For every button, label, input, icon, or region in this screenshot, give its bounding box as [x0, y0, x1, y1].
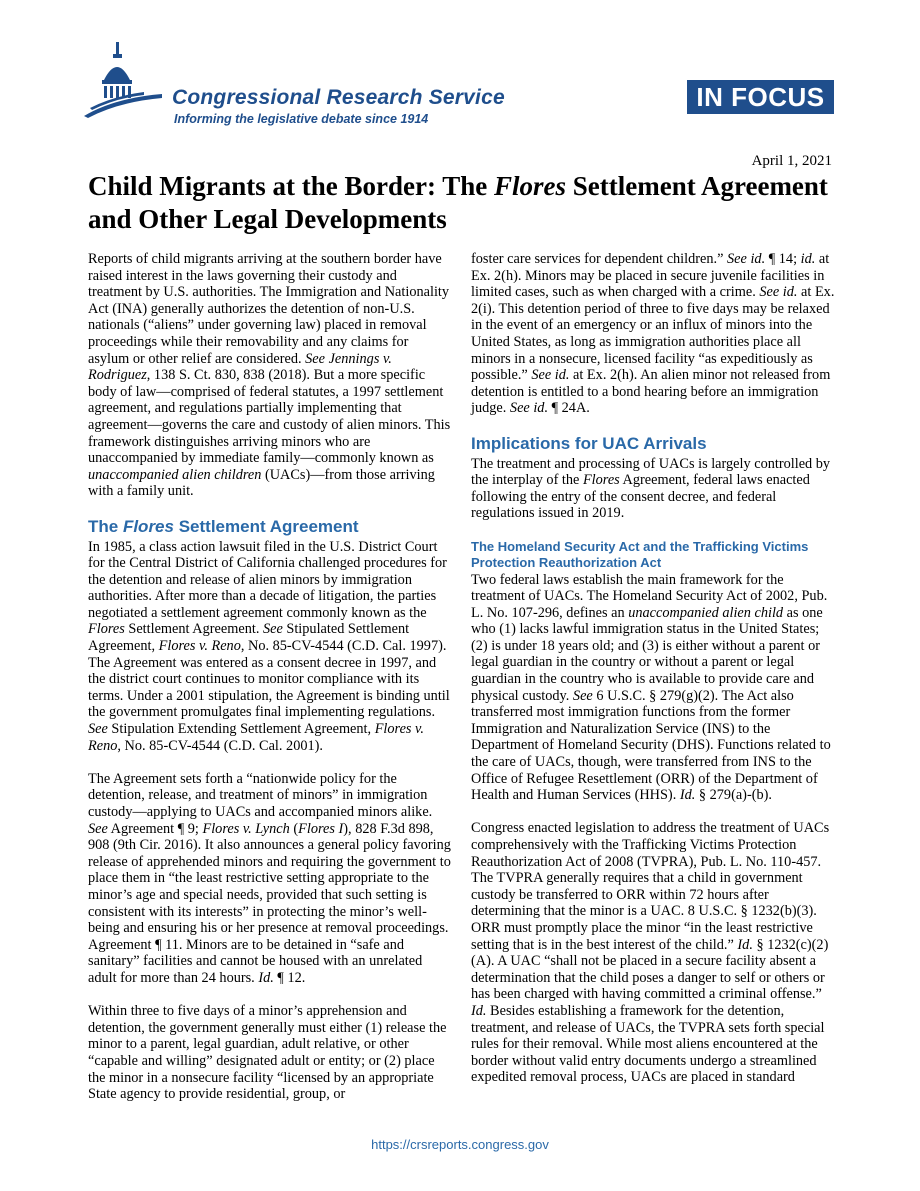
italic-run: Flores v. Reno	[158, 638, 241, 655]
text-run: ¶ 24A.	[548, 400, 590, 417]
text-run: Within three to five days of a minor’s apprehension and detention, the government generally must either (1) release the minor to a parent, legal guardian, adult relative, or other “capable and willing” designated adult or entity; or (2) place the minor in a nonsecure facility “licensed by an appropriate State agency to provide residential, group, or	[88, 1003, 447, 1103]
title-italic: Flores	[494, 171, 567, 201]
text-run: ¶ 14;	[765, 251, 801, 267]
text-run: Agreement, federal laws enacted following the entry of the consent decree, and federal regulations issued in 2019.	[471, 472, 810, 522]
italic-run: Flores v. Reno	[88, 721, 424, 754]
section-heading-uac: Implications for UAC Arrivals	[471, 433, 707, 453]
paragraph	[471, 456, 835, 522]
italic-run: See Jennings v. Rodriguez	[88, 350, 392, 384]
text-run: (UACs)—from those arriving with a family unit.	[88, 466, 435, 500]
italic-run: See id.	[531, 367, 570, 384]
text-run: ¶ 12.	[273, 969, 306, 986]
text-run: In 1985, a class action lawsuit filed in the U.S. District Court for the Central District of California challenged procedures for the detention and release of alien minors by immigration authorities. After more than a decade of litigation, the parties negotiated a settlement agreement commonly known as the	[88, 538, 447, 621]
paragraph	[88, 251, 452, 500]
paragraph	[88, 539, 452, 755]
italic-run: See id.	[759, 284, 798, 301]
italic-run: Id.	[258, 969, 274, 986]
text-run: The Agreement sets forth a “nationwide policy for the detention, release, and treatment of minors” in immigration custody—applying to UACs and accompanied minors alike.	[88, 770, 433, 820]
text-run: at Ex. 2(h). An alien minor not released from detention is entitled to a bond hearing before an immigration judge.	[471, 367, 831, 417]
italic-run: See id.	[509, 400, 549, 417]
left-column	[88, 251, 452, 1119]
text-run: 6 U.S.C. § 279(g)(2). The Act also transferred most immigration functions from the former Immigration and Naturalization Service (INS) to the Department of Homeland Security (DHS). Functions related to the care of UACs, though, were transferred from INS to the Office of Refugee Resettlement (ORR) of the Department of Health and Human Services (HHS).	[471, 687, 831, 804]
text-run: The treatment and processing of UACs is largely controlled by the interplay of the	[471, 455, 831, 489]
title-part-2: Settlement Agreement and Other Legal Developments	[88, 171, 828, 234]
paragraph	[471, 820, 835, 1086]
capitol-dome-icon	[84, 40, 164, 120]
text-run: Congress enacted legislation to address the treatment of UACs comprehensively with the Trafficking Victims Protection Reauthorization Act of 2008 (TVPRA), Pub. L. No. 110-457. The TVPRA generally requires that a child in government custody be transferred to ORR within 72 hours after determining that the minor is a UAC. 8 U.S.C. § 1232(b)(3). ORR must promptly place the minor “in the least restrictive setting that is in the best interest of the child.”	[471, 820, 830, 953]
italic-run: Flores	[88, 621, 125, 638]
text-run: Stipulation Extending Settlement Agreement,	[107, 721, 375, 738]
text-run: foster care services for dependent children.”	[471, 251, 728, 267]
text-run: Reports of child migrants arriving at the southern border have raised interest in the laws governing their custody and treatment by U.S. authorities. The Immigration and Nationality Act (INA) generally authorizes the detention of non-U.S. nationals (“aliens” under governing law) placed in removal proceedings while their removability and any claims for asylum or other relief are considered.	[88, 251, 450, 367]
subsection-heading: The Homeland Security Act and the Trafficking Victims Protection Reauthorization Act	[471, 538, 809, 570]
text-run: § 1232(c)(2)(A). A UAC “shall not be placed in a secure facility absent a determination that the child poses a danger to self or others or has been charged with having committed a criminal offense.”	[471, 936, 829, 1003]
italic-run: See	[88, 721, 108, 738]
publication-date: April 1, 2021	[751, 153, 832, 169]
italic-run: See id.	[727, 251, 766, 267]
italic-run: Flores	[582, 472, 620, 489]
paragraph	[88, 771, 452, 987]
text-run: Besides establishing a framework for the detention, treatment, and release of UACs, the TVPRA sets forth special rules for their removal. While most aliens encountered at the border without valid entry documents undergo a streamlined expedited removal process, UACs are placed in standard	[471, 1002, 825, 1086]
section-heading-flores	[88, 517, 452, 537]
text-run: , No. 85-CV-4544 (C.D. Cal. 2001).	[117, 737, 323, 754]
italic-run: id.	[800, 251, 816, 267]
text-run: Settlement Agreement.	[124, 621, 263, 638]
paragraph	[471, 251, 835, 417]
heading-italic: Flores	[122, 516, 174, 536]
text-run: Two federal laws establish the main framework for the treatment of UACs. The Homeland Security Act of 2002, Pub. L. No. 107-296, defines an	[471, 571, 828, 621]
text-run: Agreement ¶ 9;	[107, 820, 203, 837]
text-run: , 138 S. Ct. 830, 838 (2018). But a more specific body of law—comprised of federal statutes, a 1997 settlement agreement, and regulations partially implementing that agreement—governs the care and custody of alien minors. This framework distinguishes arriving minors who are unaccompanied by immediate family—commonly known as	[88, 367, 451, 467]
italic-run: unaccompanied alien children	[88, 466, 262, 483]
text-run: at Ex. 2(h). Minors may be placed in secure juvenile facilities in limited cases, such as when charged with a crime.	[471, 251, 830, 301]
paragraph	[88, 1003, 452, 1103]
heading-text: The	[88, 516, 123, 536]
title-part-1: Child Migrants at the Border: The	[88, 171, 494, 201]
text-run: Stipulated Settlement Agreement,	[88, 621, 410, 655]
italic-run: Id.	[679, 787, 696, 804]
text-run: § 279(a)-(b).	[695, 787, 772, 804]
org-tagline: Informing the legislative debate since 1914	[174, 112, 429, 126]
italic-run: See	[88, 820, 108, 837]
italic-run: Id.	[737, 936, 753, 953]
italic-run: See	[572, 687, 593, 704]
italic-run: Flores I	[298, 820, 344, 837]
org-name: Congressional Research Service	[172, 86, 505, 109]
text-run: , No. 85-CV-4544 (C.D. Cal. 1997). The Agreement was entered as a consent decree in 1997, and the district court continues to monitor compliance with its terms. Under a 2001 stipulation, the Agreement is binding until the government promulgates final implementing regulations.	[88, 638, 450, 721]
italic-run: Flores v. Lynch	[202, 820, 290, 837]
paragraph	[471, 572, 835, 804]
text-run: (	[289, 820, 299, 837]
footer-url: https://crsreports.congress.gov	[371, 1137, 549, 1152]
text-run: as one who (1) lacks lawful immigration status in the United States; (2) is under 18 years old; and (3) is either without a parent or legal guardian in the country or without a parent or legal guardian in the country who is available to provide care and physical custody.	[471, 604, 823, 704]
page-header	[0, 0, 920, 140]
heading-text: Settlement Agreement	[173, 516, 359, 536]
italic-run: See	[262, 621, 283, 638]
document-title	[88, 170, 848, 236]
text-run: at Ex. 2(i). This detention period of three to five days may be relaxed in the event of an emergency or an influx of minors into the United States, as long as immigration authorities place all minors in a nonsecure, licensed facility “as expeditiously as possible.”	[471, 284, 835, 384]
text-run: ), 828 F.3d 898, 908 (9th Cir. 2016). It also announces a general policy favoring release of apprehended minors and requiring the government to place them in “the least restrictive setting appropriate to the minor’s age and special needs, provided that such setting is consistent with its interests” in protecting the minor’s well-being and ensuring his or her presence at removal proceedings. Agreement ¶ 11. Minors are to be detained in “safe and sanitary” facilities and cannot be housed with an unrelated adult for more than 24 hours.	[88, 820, 451, 986]
italic-run: unaccompanied alien child	[628, 604, 784, 621]
italic-run: Id.	[471, 1002, 487, 1019]
in-focus-badge: IN FOCUS	[687, 80, 834, 114]
right-column	[471, 251, 835, 1103]
